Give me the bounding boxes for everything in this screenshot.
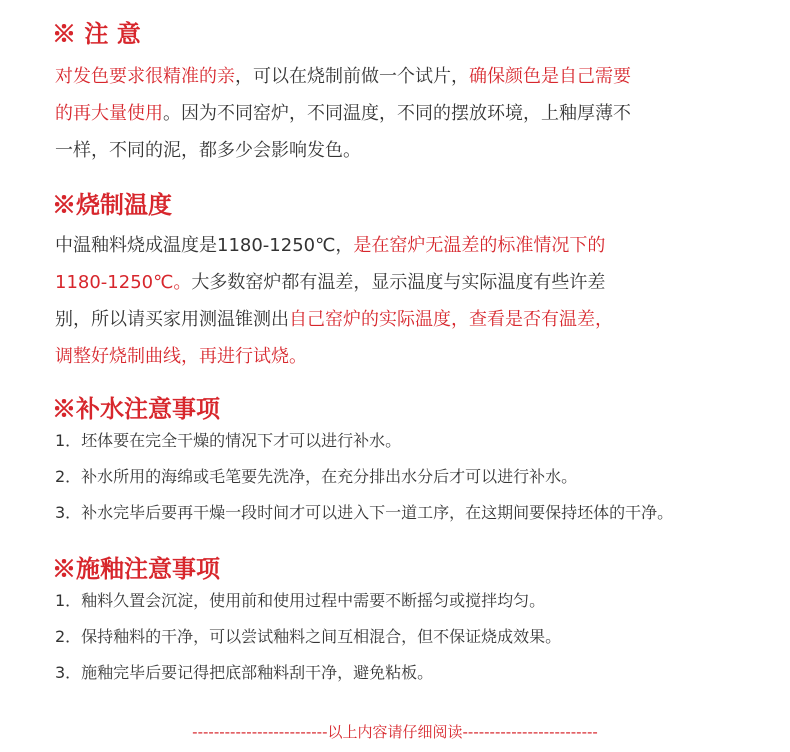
notes-line-2 [55,95,735,132]
firing-line-4-red: 调整好烧制曲线，再进行试烧。 [55,346,307,367]
notes-line-1-red: 对发色要求很精准的亲 [55,66,235,87]
notes-line-2-red: 的再大量使用 [55,103,163,124]
list-item: 3．施釉完毕后要记得把底部釉料刮干净，避免粘板。 [55,663,434,682]
notes-line-1-red2: 确保颜色是自己需要 [469,66,631,87]
glaze-heading: ※施釉注意事项 [52,554,220,583]
footer-read-carefully: -------------------------以上内容请仔细阅读------------------------- [192,723,598,741]
list-item: 1．坯体要在完全干燥的情况下才可以进行补水。 [55,431,402,450]
firing-line-1-red: 是在窑炉无温差的标准情况下的 [353,235,606,256]
notes-line-3-normal: 一样，不同的泥，都多少会影响发色。 [55,140,361,161]
notes-line-1-normal: ，可以在烧制前做一个试片， [235,66,469,87]
notes-line-3 [55,132,735,169]
water-heading: ※补水注意事项 [52,394,220,423]
water-list [55,423,775,531]
firing-line-2 [55,264,735,301]
list-item: 1．釉料久置会沉淀，使用前和使用过程中需要不断摇匀或搅拌均匀。 [55,591,546,610]
firing-line-1-normal: 中温釉料烧成温度是1180-1250℃， [55,235,354,256]
firing-line-3-red: 自己窑炉的实际温度，查看是否有温差， [289,309,613,330]
firing-line-1 [55,227,735,264]
firing-line-3-normal: 别，所以请买家用测温锥测出 [55,309,289,330]
glaze-list [55,583,775,691]
notes-heading: ※ 注 意 [52,19,141,48]
list-item: 3．补水完毕后要再干燥一段时间才可以进入下一道工序，在这期间要保持坯体的干净。 [55,503,674,522]
firing-paragraph [55,227,735,375]
list-item: 2．补水所用的海绵或毛笔要先洗净，在充分排出水分后才可以进行补水。 [55,467,578,486]
firing-line-2-red: 1180-1250℃。 [55,272,192,293]
notes-line-2-normal: 。因为不同窑炉，不同温度，不同的摆放环境，上釉厚薄不 [163,103,631,124]
notes-paragraph [55,58,735,169]
firing-line-2-normal: 大多数窑炉都有温差，显示温度与实际温度有些许差 [191,272,606,293]
firing-line-3 [55,301,735,338]
firing-heading: ※烧制温度 [52,190,172,219]
firing-line-4 [55,338,735,375]
list-item: 2．保持釉料的干净，可以尝试釉料之间互相混合，但不保证烧成效果。 [55,627,562,646]
notes-line-1 [55,58,735,95]
